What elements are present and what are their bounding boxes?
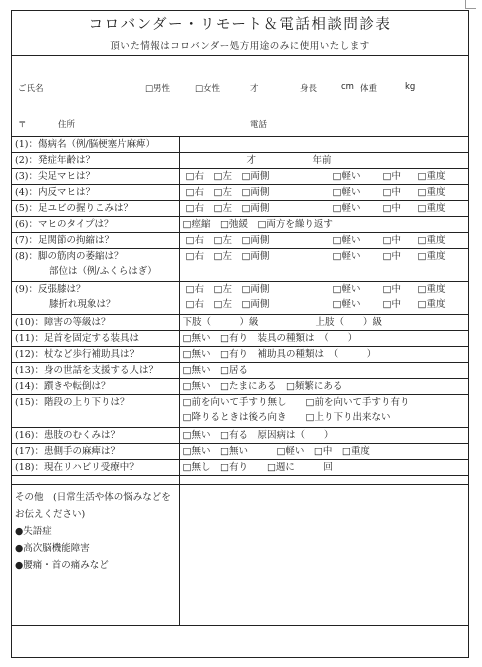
other-label bbox=[12, 485, 179, 626]
q9-knee-sides[interactable]: □右 □左 □両側 bbox=[185, 299, 270, 310]
other-item: ●高次脳機能障害 bbox=[15, 543, 90, 554]
questionnaire-form bbox=[11, 10, 469, 658]
question-table bbox=[12, 137, 468, 626]
other-section bbox=[12, 485, 468, 626]
question-row-4 bbox=[12, 185, 468, 201]
q9-moderate[interactable]: □中 bbox=[382, 284, 401, 295]
phone-label: 電話 bbox=[250, 120, 268, 130]
q15-options-2[interactable]: □降りるときは後ろ向き □上り下り出来ない bbox=[182, 412, 391, 423]
q16-answer[interactable]: □無い □有る 原因病は（ ） bbox=[179, 428, 468, 444]
q9-severe[interactable]: □重度 bbox=[417, 284, 446, 295]
q7-severe[interactable]: □重度 bbox=[417, 235, 446, 246]
postal-mark: 〒 bbox=[18, 120, 27, 130]
weight-unit: kg bbox=[405, 82, 416, 92]
question-row-7 bbox=[12, 233, 468, 249]
other-item: ●失語症 bbox=[15, 526, 52, 537]
question-row-2 bbox=[12, 153, 468, 169]
q4-label: (4)：内反マヒは？ bbox=[12, 185, 179, 201]
address-label: 住所 bbox=[58, 120, 76, 130]
q10-answer[interactable]: 下肢（ ）級 上肢（ ）級 bbox=[179, 315, 468, 331]
form-title: コロバンダー・リモート＆電話相談問診表 bbox=[88, 17, 392, 33]
question-row-16 bbox=[12, 428, 468, 444]
q3-severe[interactable]: □重度 bbox=[417, 171, 446, 182]
other-item: ●腰痛・首の痛みなど bbox=[15, 560, 109, 571]
q4-moderate[interactable]: □中 bbox=[382, 187, 401, 198]
question-row-10 bbox=[12, 315, 468, 331]
q7-label: (7)：足関節の拘縮は？ bbox=[12, 233, 179, 249]
q5-moderate[interactable]: □中 bbox=[382, 203, 401, 214]
q2-label: (2)：発症年齢は？ bbox=[12, 153, 179, 169]
q9-sub-label: 膝折れ現象は？ bbox=[49, 299, 116, 310]
q14-answer[interactable]: □無い □たまにある □頻繁にある bbox=[179, 379, 468, 395]
spacer-row bbox=[12, 476, 468, 485]
q3-mild[interactable]: □軽い bbox=[332, 171, 361, 182]
question-row-8 bbox=[12, 249, 468, 282]
question-row-12 bbox=[12, 347, 468, 363]
q8-main-label: (8)：脚の筋肉の萎縮は？ bbox=[15, 251, 124, 262]
q5-sides[interactable]: □右 □左 □両側 bbox=[185, 203, 270, 214]
q2-years-ago: 年前 bbox=[312, 155, 332, 166]
q15-label: (15)：階段の上り下りは？ bbox=[12, 395, 179, 428]
q18-label: (18)：現在リハビリ受療中？ bbox=[12, 460, 179, 476]
question-row-1 bbox=[12, 137, 468, 153]
q2-age-unit: 才 bbox=[246, 155, 257, 166]
height-label: 身長 bbox=[300, 84, 318, 94]
q7-mild[interactable]: □軽い bbox=[332, 235, 361, 246]
q5-mild[interactable]: □軽い bbox=[332, 203, 361, 214]
q14-label: (14)：躓きや転倒は？ bbox=[12, 379, 179, 395]
q1-answer-field[interactable] bbox=[179, 137, 468, 153]
q5-severe[interactable]: □重度 bbox=[417, 203, 446, 214]
question-row-17 bbox=[12, 444, 468, 460]
q16-label: (16)：患肢のむくみは？ bbox=[12, 428, 179, 444]
q9-knee-mild[interactable]: □軽い bbox=[332, 299, 361, 310]
q15-options-1[interactable]: □前を向いて手すり無し □前を向いて手すり有り bbox=[182, 397, 410, 408]
q9-mild[interactable]: □軽い bbox=[332, 284, 361, 295]
q12-answer[interactable]: □無い □有り 補助具の種類は （ ） bbox=[179, 347, 468, 363]
q5-answer[interactable] bbox=[179, 201, 468, 217]
q9-knee-severe[interactable]: □重度 bbox=[417, 299, 446, 310]
q7-moderate[interactable]: □中 bbox=[382, 235, 401, 246]
q3-answer[interactable] bbox=[179, 169, 468, 185]
q6-answer[interactable]: □痙縮 □弛緩 □両方を繰り返す bbox=[179, 217, 468, 233]
question-row-6 bbox=[12, 217, 468, 233]
q6-label: (6)：マヒのタイプは？ bbox=[12, 217, 179, 233]
q4-answer[interactable] bbox=[179, 185, 468, 201]
q8-answer[interactable] bbox=[179, 249, 468, 282]
q8-sides[interactable]: □右 □左 □両側 bbox=[185, 251, 270, 262]
question-row-13 bbox=[12, 363, 468, 379]
q2-answer[interactable] bbox=[179, 153, 468, 169]
q9-label bbox=[12, 282, 179, 315]
q9-knee-moderate[interactable]: □中 bbox=[382, 299, 401, 310]
q4-severe[interactable]: □重度 bbox=[417, 187, 446, 198]
q13-answer[interactable]: □無い □居る bbox=[179, 363, 468, 379]
q3-label: (3)：尖足マヒは？ bbox=[12, 169, 179, 185]
title-block bbox=[12, 11, 468, 56]
patient-info-section bbox=[12, 56, 468, 137]
q9-main-label: (9)：反張膝は？ bbox=[15, 284, 86, 295]
weight-label: 体重 bbox=[360, 84, 378, 94]
q4-sides[interactable]: □右 □左 □両側 bbox=[185, 187, 270, 198]
q18-answer[interactable]: □無し □有り □週に 回 bbox=[179, 460, 468, 476]
age-label: 才 bbox=[250, 84, 259, 94]
female-checkbox[interactable]: □女性 bbox=[195, 84, 221, 94]
question-row-14 bbox=[12, 379, 468, 395]
q1-label: (1)：傷病名（例/脳梗塞片麻痺） bbox=[12, 137, 179, 153]
q9-answer[interactable] bbox=[179, 282, 468, 315]
q4-mild[interactable]: □軽い bbox=[332, 187, 361, 198]
q12-label: (12)：杖など歩行補助具は？ bbox=[12, 347, 179, 363]
q9-sides[interactable]: □右 □左 □両側 bbox=[185, 284, 270, 295]
form-subtitle: 頂いた情報はコロバンダー処方用途のみに使用いたします bbox=[110, 41, 370, 52]
q7-answer[interactable] bbox=[179, 233, 468, 249]
question-row-18 bbox=[12, 460, 468, 476]
question-row-15 bbox=[12, 395, 468, 428]
q11-answer[interactable]: □無い □有り 装具の種類は （ ） bbox=[179, 331, 468, 347]
other-notes-field[interactable] bbox=[179, 485, 468, 626]
question-row-3 bbox=[12, 169, 468, 185]
name-label: ご氏名 bbox=[18, 84, 44, 94]
q3-moderate[interactable]: □中 bbox=[382, 171, 401, 182]
q8-mild[interactable]: □軽い bbox=[332, 251, 361, 262]
height-unit: cm bbox=[341, 82, 354, 92]
q3-sides[interactable]: □右 □左 □両側 bbox=[185, 171, 270, 182]
question-row-11 bbox=[12, 331, 468, 347]
q8-label bbox=[12, 249, 179, 282]
question-row-5 bbox=[12, 201, 468, 217]
q13-label: (13)：身の世話を支援する人は？ bbox=[12, 363, 179, 379]
q7-sides[interactable]: □右 □左 □両側 bbox=[185, 235, 270, 246]
q5-label: (5)：足ユビの握りこみは？ bbox=[12, 201, 179, 217]
q8-severe[interactable]: □重度 bbox=[417, 251, 446, 262]
q10-label: (10)：障害の等級は？ bbox=[12, 315, 179, 331]
q11-label: (11)：足首を固定する装具は bbox=[12, 331, 179, 347]
q17-label: (17)：患側手の麻痺は？ bbox=[12, 444, 179, 460]
other-heading: その他 (日常生活や体の悩みなどをお伝えください) bbox=[15, 492, 171, 520]
q8-sub-label: 部位は（例/ふくらはぎ） bbox=[49, 266, 157, 277]
question-row-9 bbox=[12, 282, 468, 315]
page-corner-mark bbox=[465, 0, 476, 9]
q15-answer[interactable] bbox=[179, 395, 468, 428]
q8-moderate[interactable]: □中 bbox=[382, 251, 401, 262]
q17-answer[interactable]: □無い □無い □軽い □中 □重度 bbox=[179, 444, 468, 460]
male-checkbox[interactable]: □男性 bbox=[145, 84, 171, 94]
